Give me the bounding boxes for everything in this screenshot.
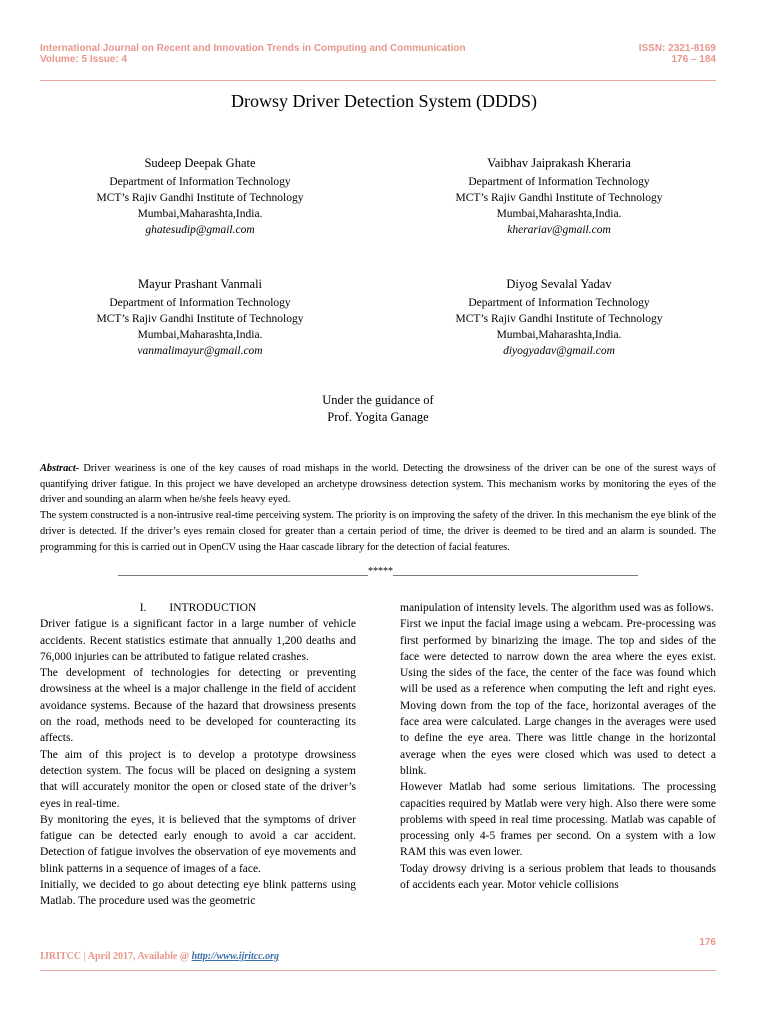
section-separator: __________________________________________________*****_________________________________________________ — [118, 566, 638, 577]
author-name: Mayur Prashant Vanmali — [137, 277, 263, 291]
author-name: Diyog Sevalal Yadav — [506, 277, 612, 291]
author-4 — [389, 276, 729, 359]
author-2 — [389, 155, 729, 238]
section-heading: I. INTRODUCTION — [139, 602, 257, 614]
paragraph: By monitoring the eyes, it is believed that the symptoms of driver fatigue can be detected early enough to avoid a car accident. Detection of fatigue involves the observation of eye movements and blink patterns in a sequence of images of a face. — [40, 813, 356, 875]
abstract-paragraph-2: The system constructed is a non-intrusive real-time perceiving system. The priority is on improving the safety of the driver. In this mechanism the eye blink of the driver is detected. If the driver’s eyes remain closed for greater than a certain period of time, the driver is deemed to be tired and an alarm is sounded. The programming for this is carried out in OpenCV using the Haar cascade library for the detection of facial features. — [40, 510, 716, 553]
footer-link[interactable]: http://www.ijritcc.org — [191, 951, 280, 962]
author-email[interactable]: ghatesudip@gmail.com — [145, 224, 255, 236]
footer-rule — [40, 970, 716, 971]
journal-issn: ISSN: 2321-8169 — [638, 43, 716, 54]
guide-name: Prof. Yogita Ganage — [327, 410, 429, 424]
author-email[interactable]: vanmalimayur@gmail.com — [137, 345, 263, 357]
author-name: Vaibhav Jaiprakash Kheraria — [487, 156, 631, 170]
author-dept: Department of Information Technology — [468, 176, 650, 188]
paragraph: First we input the facial image using a webcam. Pre-processing was first performed by binarizing the image. The top and sides of the face were detected to narrow down the area where the eyes exist. Using the sides of the face, the center of the face was found which will be used as a reference when computing the left and right eyes. Moving down from the top of the face, horizontal averages of the face area were calculated. Large changes in the averages were used to define the eye area. There was little change in the horizontal average when the eyes were closed which was used to detect a blink. — [400, 618, 716, 777]
author-institute: MCT’s Rajiv Gandhi Institute of Technology — [96, 192, 304, 204]
paragraph: The aim of this project is to develop a prototype drowsiness detection system. The focus will be placed on designing a system that will accurately monitor the open or closed state of the driver’s eyes in real-time. — [40, 748, 356, 810]
paragraph: Driver fatigue is a significant factor in a large number of vehicle accidents. Recent statistics estimate that annually 1,200 deaths and 76,000 injuries can be attributed to fatigue related crashes. — [40, 618, 356, 663]
paragraph: Today drowsy driving is a serious problem that leads to thousands of accidents each year. Motor vehicle collisions — [400, 862, 716, 892]
author-name: Sudeep Deepak Ghate — [144, 156, 256, 170]
paper-title: Drowsy Driver Detection System (DDDS) — [231, 91, 537, 111]
author-dept: Department of Information Technology — [468, 297, 650, 309]
paragraph: manipulation of intensity levels. The algorithm used was as follows. — [400, 602, 714, 614]
paragraph: However Matlab had some serious limitations. The processing capacities required by Matlab were very high. Also there were some problems with speed in real time processing. Matlab was capable of processing only 4-5 frames per second. On a system with a low RAM this was even lower. — [400, 781, 716, 859]
journal-name: International Journal on Recent and Innovation Trends in Computing and Communication — [40, 43, 466, 54]
journal-pages: 176 – 184 — [671, 54, 716, 65]
author-city: Mumbai,Maharashta,India. — [496, 329, 622, 341]
author-email[interactable]: diyogyadav@gmail.com — [503, 345, 615, 357]
page-footer — [40, 951, 279, 962]
footer-text: IJRITCC | April 2017, Available @ — [40, 951, 192, 962]
abstract-paragraph-1: Driver weariness is one of the key causes of road mishaps in the world. Detecting the drowsiness of the driver can be one of the surest ways of quantifying driver fatigue. In this project we have developed an archetype drowsiness detection system. This mechanism works by monitoring the eyes of the driver and sounding an alarm when he/she feels heavy eyed. — [40, 463, 716, 506]
header-rule — [40, 80, 716, 81]
author-dept: Department of Information Technology — [109, 176, 291, 188]
author-city: Mumbai,Maharashta,India. — [496, 208, 622, 220]
author-email[interactable]: kherariav@gmail.com — [507, 224, 611, 236]
journal-volume: Volume: 5 Issue: 4 — [40, 54, 128, 65]
abstract — [40, 461, 716, 555]
author-institute: MCT’s Rajiv Gandhi Institute of Technology — [96, 313, 304, 325]
journal-header-left — [40, 43, 466, 65]
guidance-line: Under the guidance of — [322, 393, 434, 407]
author-institute: MCT’s Rajiv Gandhi Institute of Technology — [455, 192, 663, 204]
left-column — [40, 600, 356, 910]
author-institute: MCT’s Rajiv Gandhi Institute of Technology — [455, 313, 663, 325]
author-city: Mumbai,Maharashta,India. — [137, 329, 263, 341]
author-dept: Department of Information Technology — [109, 297, 291, 309]
abstract-label: Abstract- — [40, 463, 80, 474]
guidance-block — [0, 392, 756, 426]
right-column — [400, 600, 716, 893]
author-city: Mumbai,Maharashta,India. — [137, 208, 263, 220]
paragraph: The development of technologies for detecting or preventing drowsiness at the wheel is a major challenge in the field of accident avoidance systems. Because of the hazard that drowsiness presents on the road, methods need to be developed for counteracting its affects. — [40, 667, 356, 745]
author-1 — [30, 155, 370, 238]
author-3 — [30, 276, 370, 359]
paragraph: Initially, we decided to go about detecting eye blink patterns using Matlab. The procedure used was the geometric — [40, 879, 356, 908]
page-number: 176 — [699, 937, 716, 948]
journal-header-right — [639, 43, 716, 65]
